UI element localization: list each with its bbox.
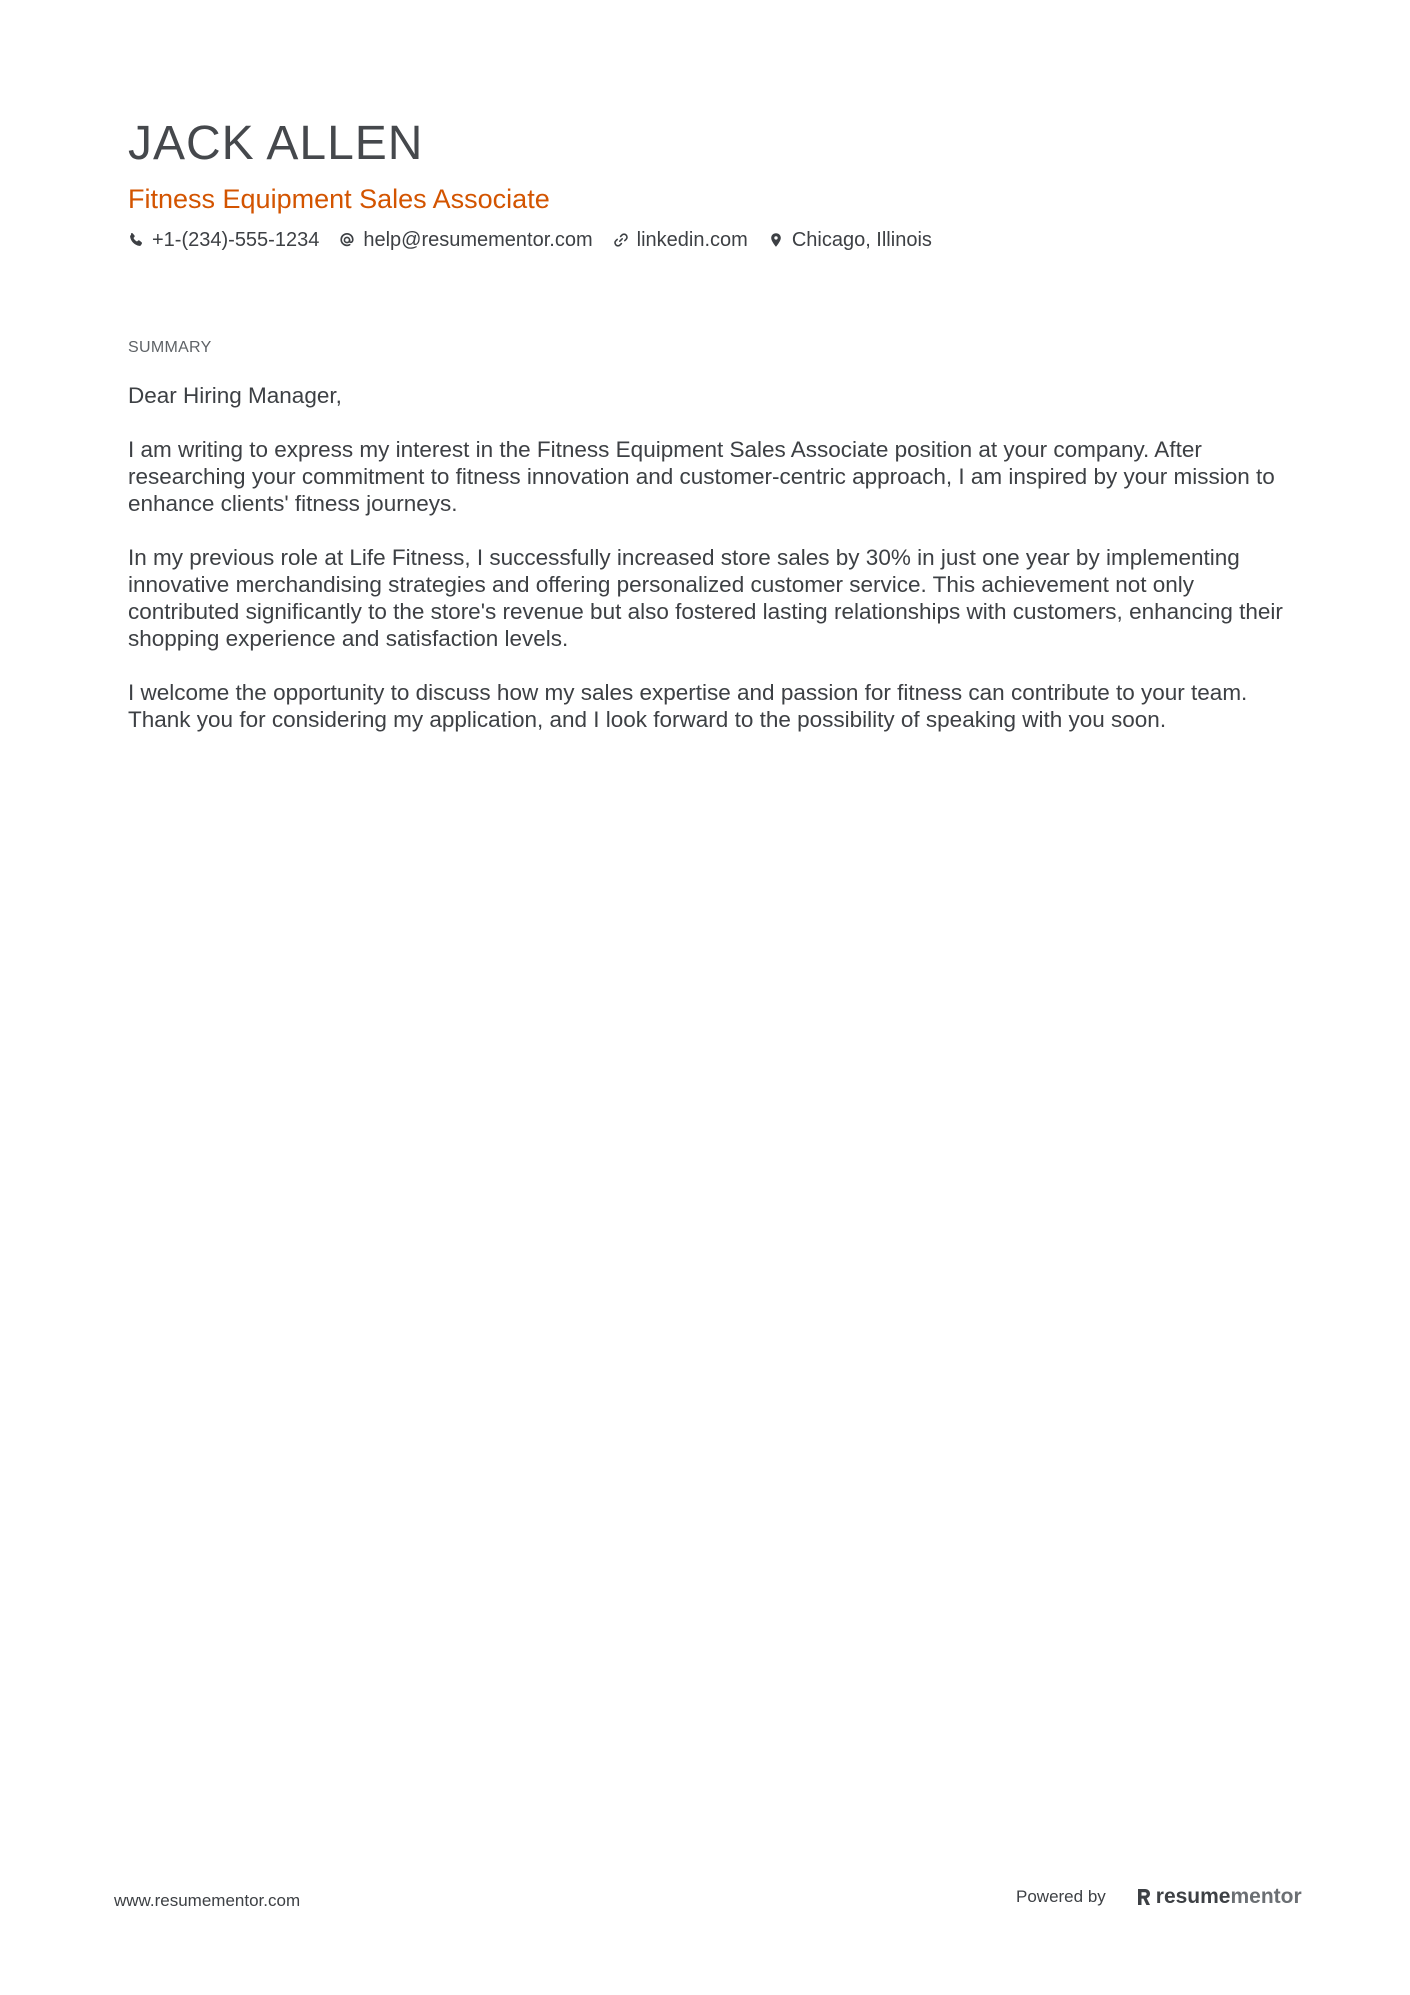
cover-letter-body [128, 382, 1288, 760]
paragraph: I welcome the opportunity to discuss how my sales expertise and passion for fitness can contribute to your team. Thank you for considering my application, and I look forward to the possibility of speaking with you soon. [128, 680, 1248, 732]
location-text: Chicago, Illinois [791, 229, 932, 251]
link-icon [613, 232, 629, 248]
contact-location [768, 226, 932, 254]
candidate-name: JACK ALLEN [128, 117, 424, 170]
brand-name-part1: resume [1155, 1885, 1231, 1908]
contact-info [128, 226, 952, 254]
footer-website-link[interactable]: www.resumementor.com [114, 1891, 301, 1910]
email-text: help@resumementor.com [363, 229, 593, 251]
footer-branding [1016, 1884, 1302, 1910]
job-title: Fitness Equipment Sales Associate [128, 184, 550, 214]
contact-phone [128, 226, 319, 254]
powered-by-label: Powered by [1016, 1887, 1106, 1906]
contact-email[interactable] [339, 226, 592, 254]
paragraph: I am writing to express my interest in the Fitness Equipment Sales Associate position at your company. After researching your commitment to fitness innovation and customer-centric approach, I am inspired by your mission to enhance clients' fitness journeys. [128, 437, 1275, 516]
phone-text: +1-(234)-555-1234 [152, 229, 320, 251]
location-pin-icon [768, 232, 784, 248]
linkedin-text: linkedin.com [636, 229, 748, 251]
salutation: Dear Hiring Manager, [128, 383, 342, 408]
brand-name-part2: mentor [1230, 1885, 1302, 1908]
resumementor-logo-icon [1136, 1887, 1152, 1907]
paragraph: In my previous role at Life Fitness, I successfully increased store sales by 30% in just one year by implementing innovative merchandising strategies and offering personalized customer service. This achievement not only contributed significantly to the store's revenue but also fostered lasting relationships with customers, enhancing their shopping experience and satisfaction levels. [128, 545, 1283, 651]
summary-heading: SUMMARY [128, 339, 212, 356]
phone-icon [128, 232, 144, 248]
at-icon [339, 232, 355, 248]
contact-linkedin[interactable] [613, 226, 748, 254]
brand-logo[interactable] [1136, 1884, 1302, 1910]
